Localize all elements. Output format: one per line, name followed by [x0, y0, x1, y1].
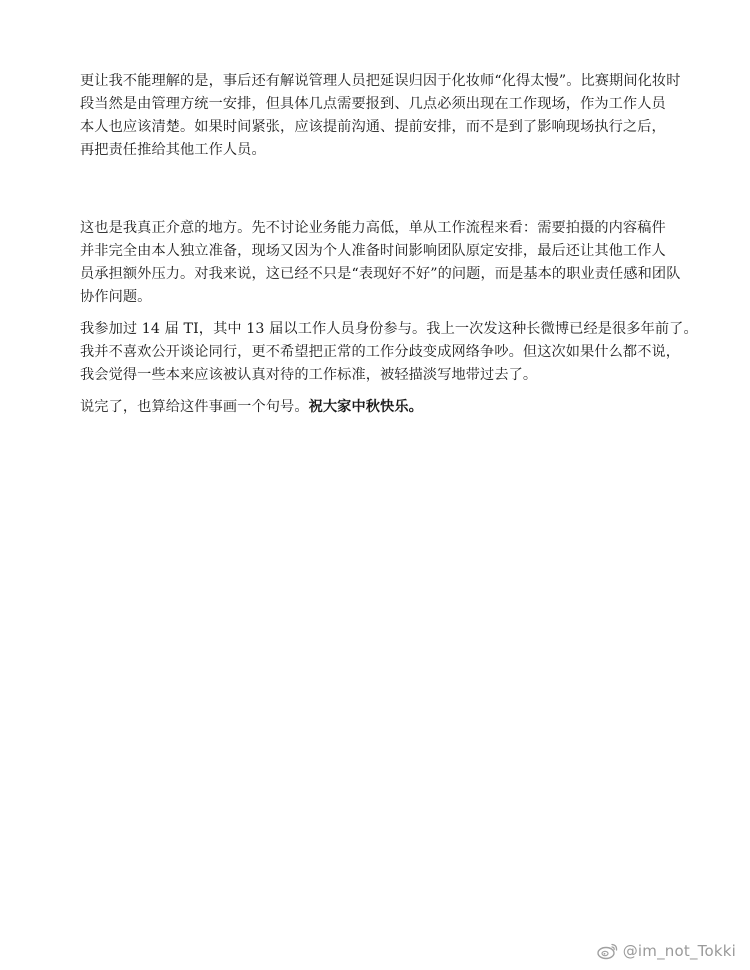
paragraph-2-line: 员承担额外压力。对我来说，这已经不只是“表现好不好”的问题，而是基本的职业责任感和团队	[80, 266, 681, 282]
paragraph-1-line: 段当然是由管理方统一安排，但具体几点需要报到、几点必须出现在工作现场，作为工作人员	[80, 96, 666, 112]
weibo-watermark	[597, 942, 736, 960]
holiday-greeting: 祝大家中秋快乐。	[308, 399, 423, 415]
paragraph-1-line: 本人也应该清楚。如果时间紧张，应该提前沟通、提前安排，而不是到了影响现场执行之后，	[80, 119, 666, 135]
paragraph-4-line	[80, 396, 680, 419]
document-body	[80, 70, 698, 419]
paragraph-1-line: 更让我不能理解的是，事后还有解说管理人员把延误归因于化妆师“化得太慢”。比赛期间化妆时	[80, 73, 681, 89]
paragraph-3-line: 我并不喜欢公开谈论同行，更不希望把正常的工作分歧变成网络争吵。但这次如果什么都不说，	[80, 344, 681, 360]
paragraph-2	[80, 217, 680, 309]
paragraph-2-line: 这也是我真正介意的地方。先不讨论业务能力高低，单从工作流程来看：需要拍摄的内容稿件	[80, 220, 666, 236]
watermark-handle: @im_not_Tokki	[622, 942, 736, 960]
paragraph-3-line: 我参加过 14 届 TI，其中 13 届以工作人员身份参与。我上一次发这种长微博已经是很多年前了。	[80, 321, 698, 337]
paragraph-3	[80, 318, 698, 387]
closing-text: 说完了，也算给这件事画一个句号。	[80, 399, 309, 415]
paragraph-2-line: 协作问题。	[80, 289, 152, 305]
paragraph-4	[80, 396, 680, 419]
weibo-icon	[597, 942, 619, 960]
paragraph-1-line: 再把责任推给其他工作人员。	[80, 142, 266, 158]
paragraph-2-line: 并非完全由本人独立准备，现场又因为个人准备时间影响团队原定安排，最后还让其他工作人	[80, 243, 666, 259]
paragraph-1	[80, 70, 680, 162]
paragraph-3-line: 我会觉得一些本来应该被认真对待的工作标准，被轻描淡写地带过去了。	[80, 367, 538, 383]
